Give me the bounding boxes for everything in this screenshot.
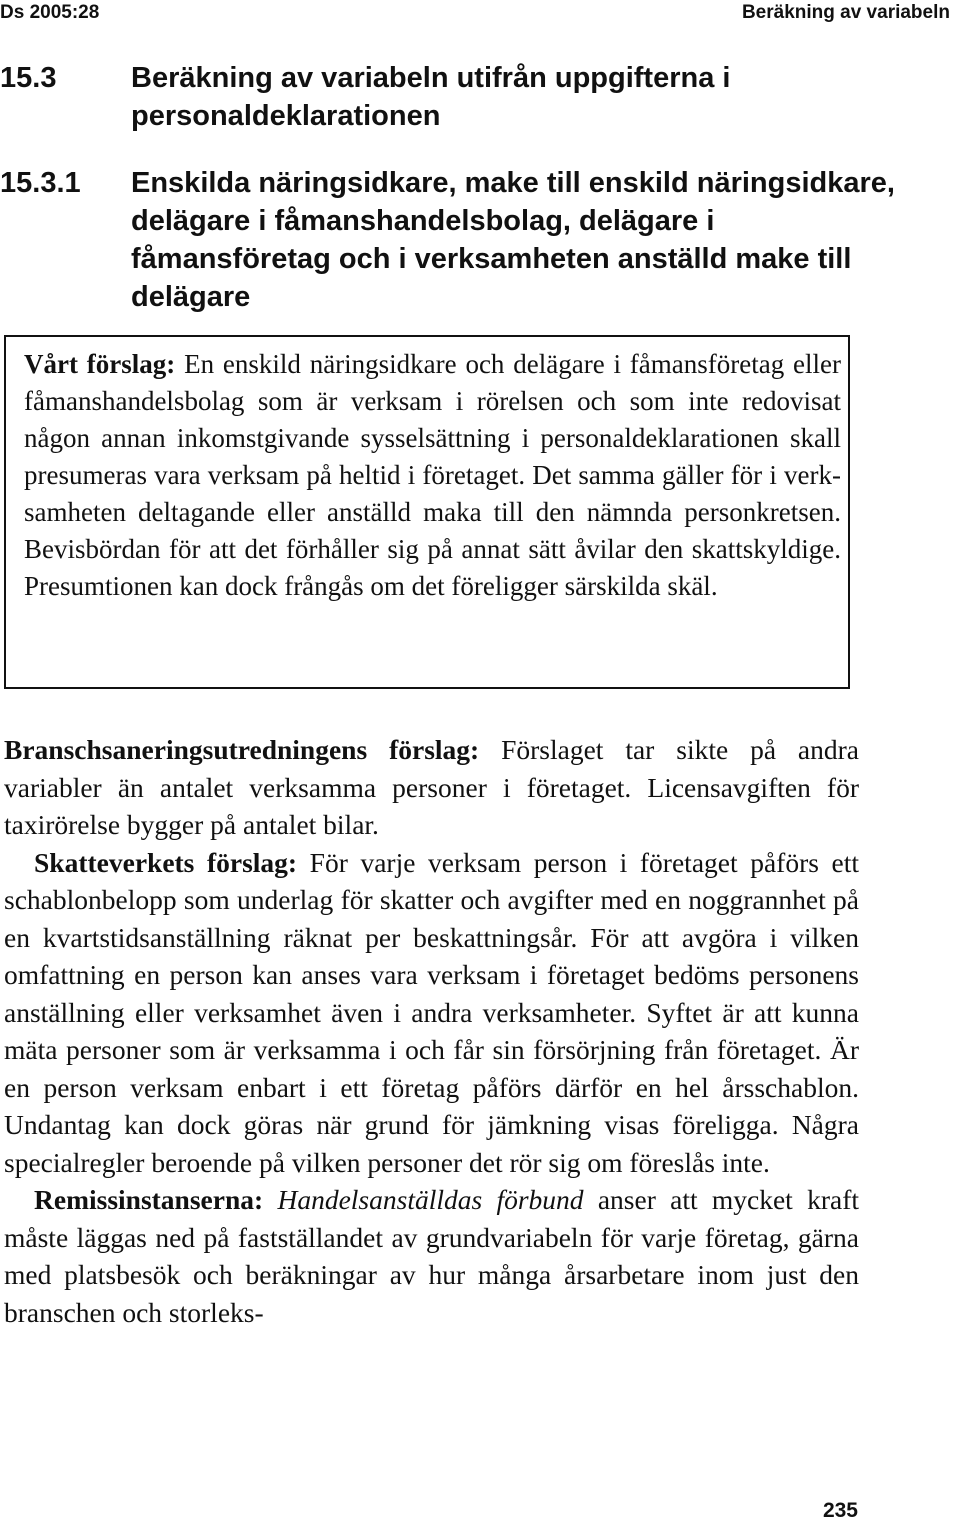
paragraph-text: anser att mycket kraft måste läggas ned på fastställandet av grundvariabeln för varje företag, gärna med platsbesök och beräkningar av hur många årsarbetare inom just den branschen och storleks- [4, 1184, 860, 1328]
running-header-right: Beräkning av variabeln [741, 2, 950, 23]
section-title: Beräkning av variabeln utifrån uppgifterna i personaldeklarationen [131, 62, 731, 132]
organisation-name: Handelsanställdas förbund [277, 1184, 584, 1215]
body-text [4, 731, 859, 1331]
paragraph-label: Remissinstanserna: [34, 1184, 264, 1215]
page-number: 235 [822, 1499, 858, 1522]
subsection-number: 15.3.1 [0, 167, 81, 199]
running-header-left: Ds 2005:28 [0, 2, 100, 23]
paragraph-remissinstanserna [4, 1181, 859, 1331]
paragraph-label: Skatteverkets förslag: [34, 846, 298, 878]
paragraph-branschsanering [4, 731, 859, 844]
proposal-box [24, 346, 841, 605]
paragraph-skatteverket [4, 844, 859, 1182]
proposal-label: Vårt förslag: [24, 349, 176, 379]
paragraph-text: För varje verksam person i företaget påförs ett schablonbelopp som underlag för skatter och avgifter med en noggrannhet på en kvartstidsanställning räknat per beskattningsår. För att avgöra i vilken omfattning en person kan anses vara verksam i företaget bedöms personens anställning eller verksamhet även i andra verksamheter. Syftet är att kunna mäta personer som är verksamma i och får sin försörjning från företaget. Är en person verksam enbart i ett företag påförs därför en hel årsschablon. Undantag kan dock göras när grund för jämkning visas föreligga. Några specialregler beroende på vilken personer det rör sig om föreslås inte. [4, 846, 860, 1178]
paragraph-text: Förslaget tar sikte på andra variabler än antalet verksamma personer i företaget. Licensavgiften för taxirörelse bygger på antalet bilar. [4, 734, 859, 840]
subsection-title: Enskilda näringsidkare, make till enskild näringsidkare, delägare i fåmanshandelsbolag, delägare i fåmansföretag och i verksamheten anställd make till delägare [131, 167, 895, 313]
section-number: 15.3 [0, 62, 57, 94]
paragraph-label: Branschsaneringsutredningens förslag: [4, 734, 480, 765]
proposal-text: En enskild näringsidkare och delägare i fåmansföretag eller fåmanshandelsbolag som är verksam i rörelsen och som inte redovisat någon annan inkomstgivande sysselsättning i personaldeklarationen skall presumeras vara verksam på heltid i företaget. Det samma gäller för i verksamheten deltagande eller anställd maka till den nämnda personkretsen. Bevisbördan för att det förhåller sig på annat sätt åvilar den skattskyldige. Presumtionen kan dock frångås om det föreligger särskilda skäl. [24, 349, 841, 601]
